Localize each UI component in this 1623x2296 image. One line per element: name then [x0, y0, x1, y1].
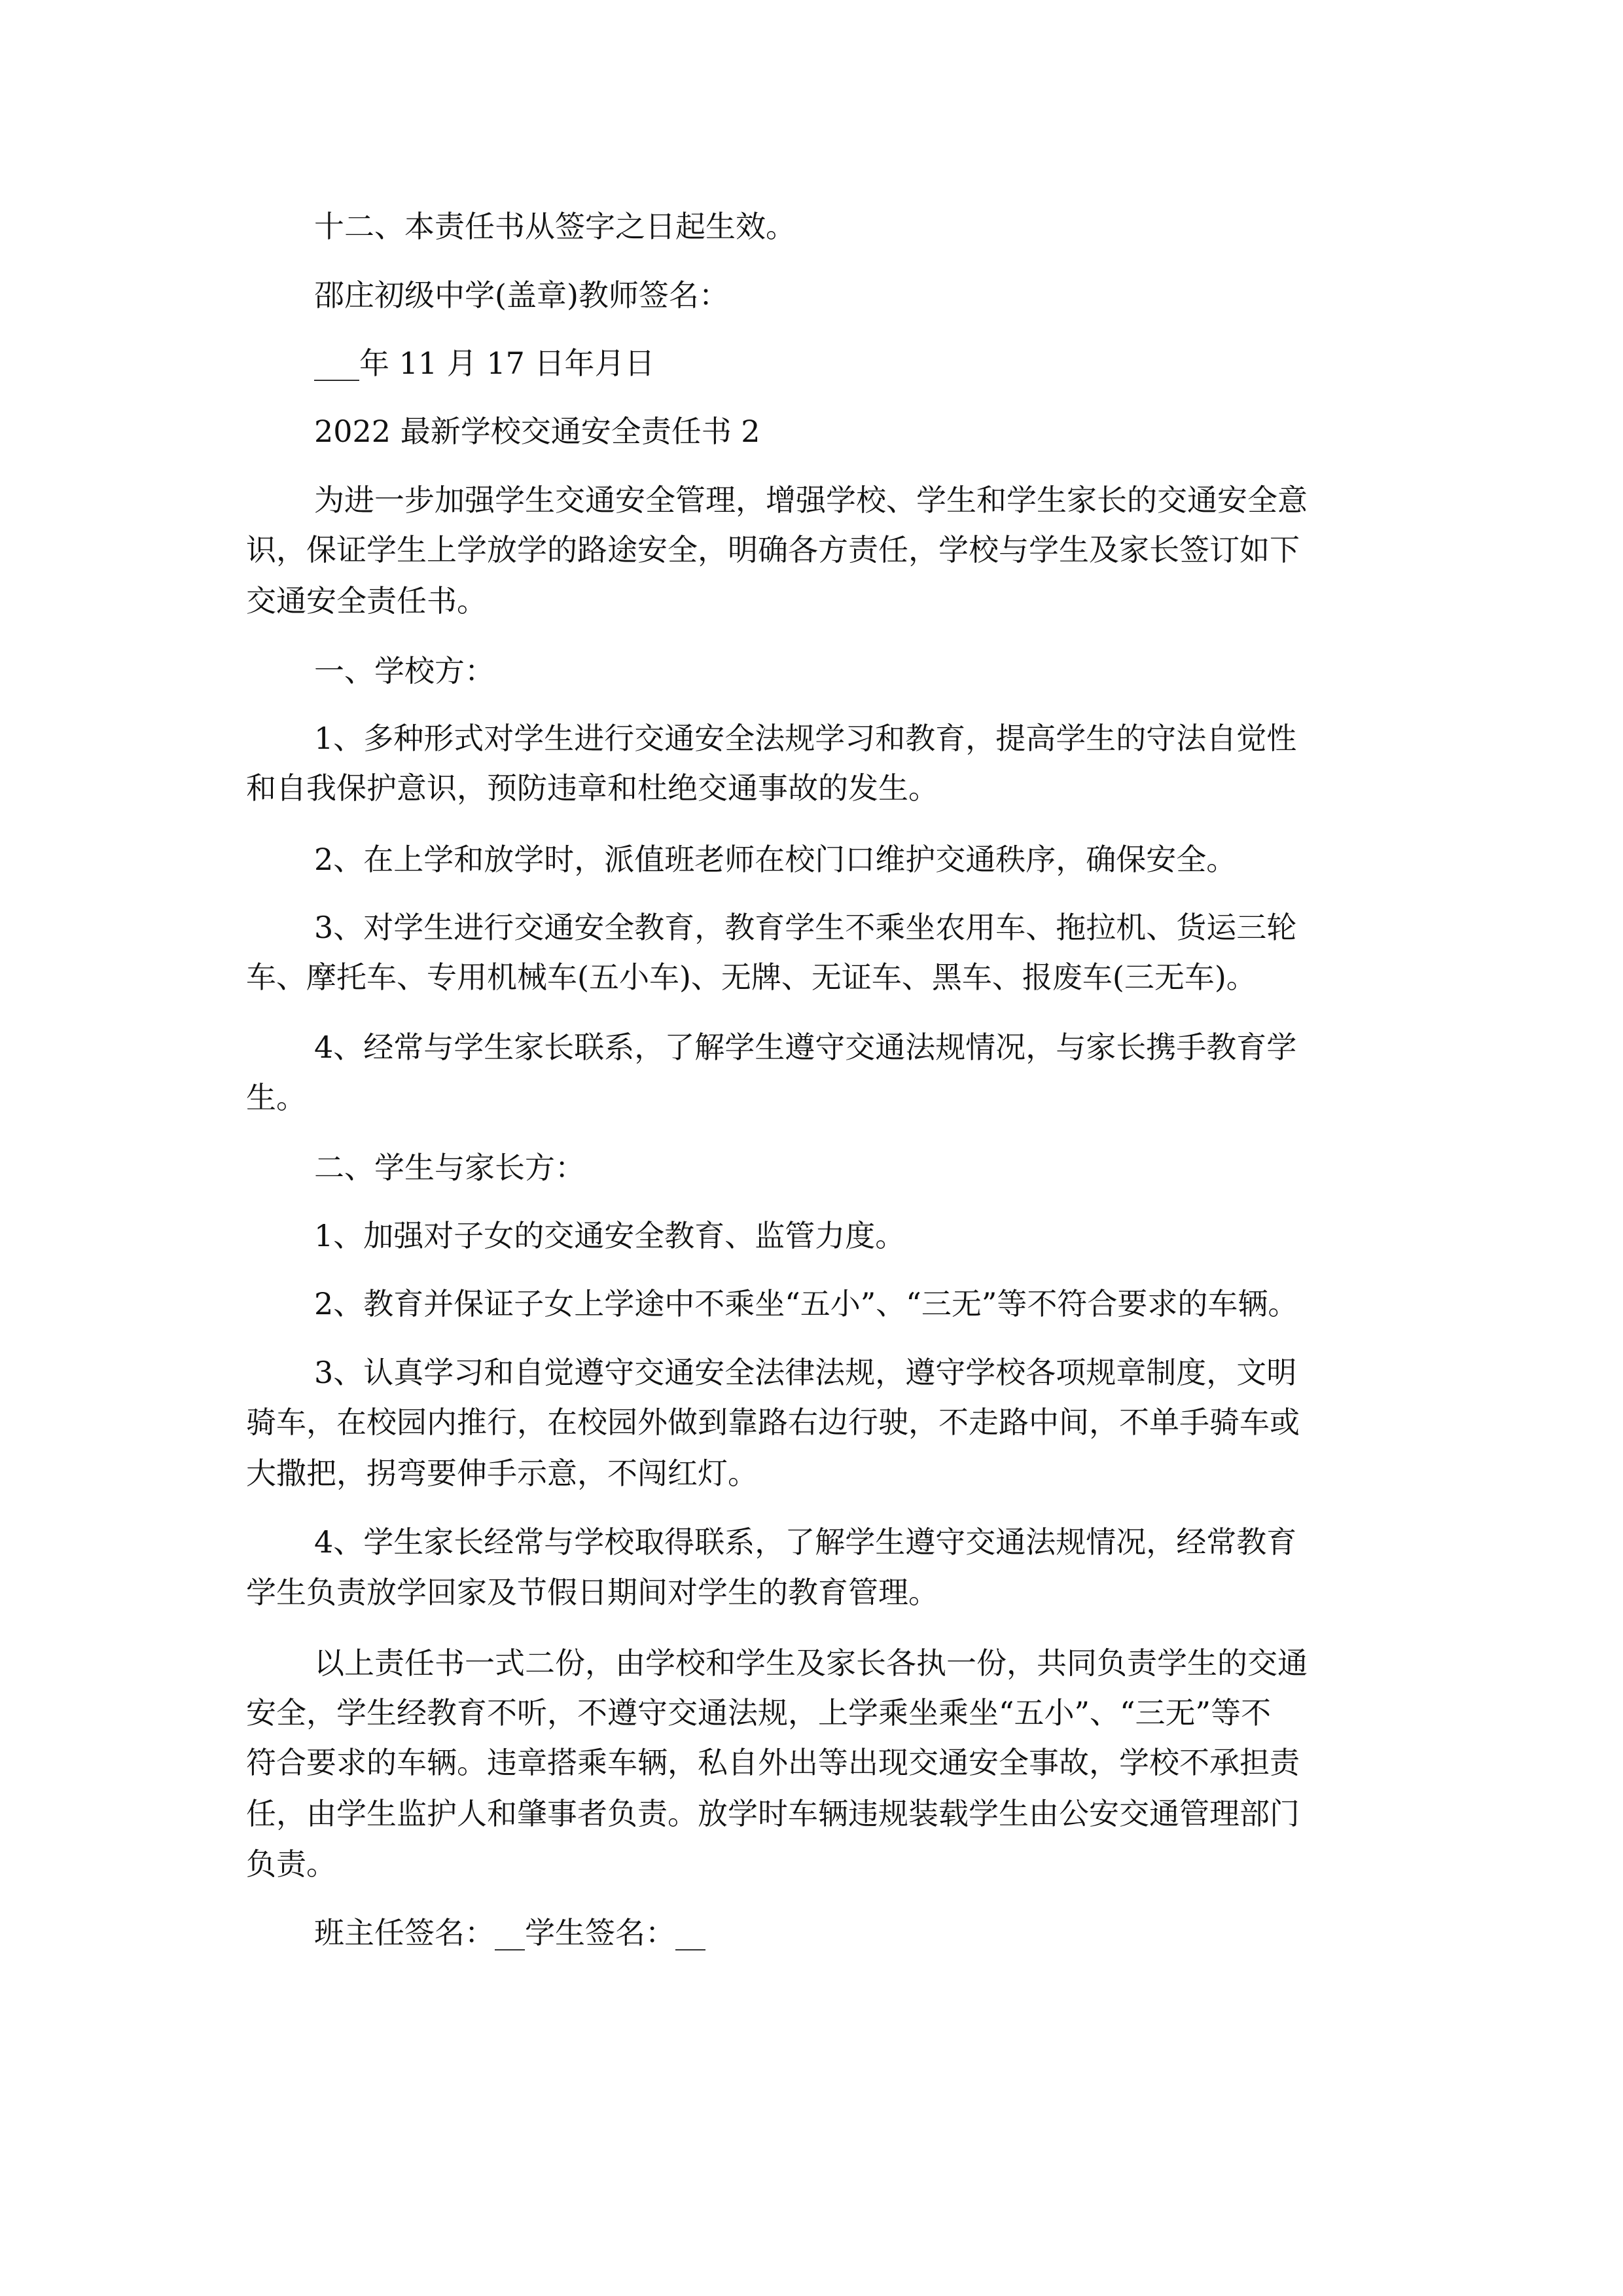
closing-clause: 十二、本责任书从签字之日起生效。: [314, 209, 796, 244]
school-item-4-line: 4、经常与学生家长联系，了解学生遵守交通法规情况，与家长携手教育学: [314, 1030, 1297, 1065]
school-item-4-line: 生。: [246, 1080, 306, 1115]
family-item-3-line: 3、认真学习和自觉遵守交通安全法律法规，遵守学校各项规章制度，文明: [314, 1355, 1297, 1390]
family-item-4-line: 4、学生家长经常与学校取得联系，了解学生遵守交通法规情况，经常教育: [314, 1524, 1297, 1560]
school-item-3-line: 3、对学生进行交通安全教育，教育学生不乘坐农用车、拖拉机、货运三轮: [314, 910, 1297, 945]
school-item-2: 2、在上学和放学时，派值班老师在校门口维护交通秩序，确保安全。: [314, 842, 1237, 877]
intro-line: 为进一步加强学生交通安全管理，增强学校、学生和学生家长的交通安全意: [314, 482, 1308, 518]
family-item-3-line: 骑车，在校园内推行，在校园外做到靠路右边行驶，不走路中间，不单手骑车或: [246, 1405, 1300, 1440]
summary-line: 以上责任书一式二份，由学校和学生及家长各执一份，共同负责学生的交通: [314, 1645, 1308, 1681]
signature-line: 班主任签名：__学生签名：__: [314, 1915, 705, 1950]
school-signature-label: 邵庄初级中学(盖章)教师签名：: [314, 278, 729, 313]
family-item-2: 2、教育并保证子女上学途中不乘坐“五小”、“三无”等不符合要求的车辆。: [314, 1286, 1298, 1321]
family-section-heading: 二、学生与家长方：: [314, 1150, 585, 1185]
signature-date: ___年 11 月 17 日年月日: [314, 346, 655, 381]
school-item-1-line: 1、多种形式对学生进行交通安全法规学习和教育，提高学生的守法自觉性: [314, 721, 1297, 756]
family-item-1: 1、加强对子女的交通安全教育、监管力度。: [314, 1218, 906, 1253]
summary-line: 符合要求的车辆。违章搭乘车辆，私自外出等出现交通安全事故，学校不承担责: [246, 1745, 1300, 1780]
document-title: 2022 最新学校交通安全责任书 2: [314, 414, 760, 449]
summary-line: 任，由学生监护人和肇事者负责。放学时车辆违规装载学生由公安交通管理部门: [246, 1796, 1300, 1831]
family-item-4-line: 学生负责放学回家及节假日期间对学生的教育管理。: [246, 1575, 938, 1610]
school-item-3-line: 车、摩托车、专用机械车(五小车)、无牌、无证车、黑车、报废车(三无车)。: [246, 960, 1257, 995]
school-item-1-line: 和自我保护意识，预防违章和杜绝交通事故的发生。: [246, 770, 938, 806]
family-item-3-line: 大撒把，拐弯要伸手示意，不闯红灯。: [246, 1456, 758, 1491]
summary-line: 安全，学生经教育不听，不遵守交通法规，上学乘坐乘坐“五小”、“三无”等不: [246, 1695, 1272, 1731]
intro-line: 交通安全责任书。: [246, 583, 487, 619]
intro-line: 识，保证学生上学放学的路途安全，明确各方责任，学校与学生及家长签订如下: [246, 532, 1300, 567]
summary-line: 负责。: [246, 1846, 336, 1882]
school-section-heading: 一、学校方：: [314, 653, 495, 689]
